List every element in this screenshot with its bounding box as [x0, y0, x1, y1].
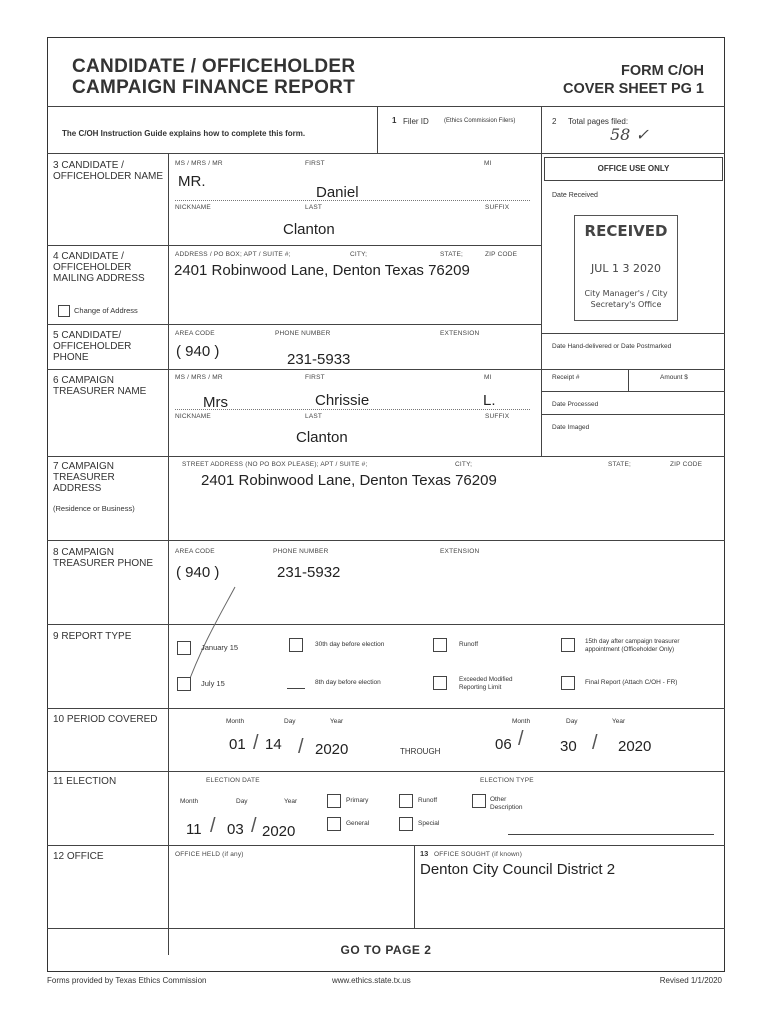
candidate-phone: 231-5933 [287, 351, 351, 368]
nickname-header: NICKNAME [175, 204, 211, 211]
divider [168, 153, 169, 955]
report-30th-day-checkbox[interactable] [289, 638, 303, 652]
divider [47, 324, 541, 325]
treasurer-zip-header: ZIP CODE [670, 461, 703, 468]
total-pages-label: Total pages filed: [568, 117, 629, 126]
divider [47, 153, 725, 154]
period-from-year: 2020 [315, 741, 349, 758]
treasurer-mi-header: MI [484, 374, 492, 381]
section-6-label [53, 375, 165, 397]
filer-id-note: (Ethics Commission Filers) [444, 118, 516, 124]
office-held-header: OFFICE HELD (if any) [175, 851, 244, 858]
election-special-label: Special [418, 820, 440, 827]
section-12-number: 12 [53, 851, 65, 862]
period-from-day: 14 [265, 736, 282, 753]
filer-id-label: Filer ID [403, 117, 429, 126]
date-separator: / [251, 815, 257, 837]
section-5-label [53, 330, 165, 363]
treasurer-prefix-header: MS / MRS / MR [175, 374, 223, 381]
section-4-label [53, 251, 165, 284]
section-3-number: 3 [53, 160, 59, 171]
suffix-header: SUFFIX [485, 204, 510, 211]
date-separator: / [210, 815, 216, 837]
divider [541, 414, 725, 415]
report-exceeded-limit-checkbox[interactable] [433, 676, 447, 690]
street-header: STREET ADDRESS (NO PO BOX PLEASE); APT / SUITE #; [182, 461, 368, 468]
date-separator: / [592, 732, 598, 754]
section-7-label [53, 461, 165, 494]
period-to-month: 06 [495, 736, 512, 753]
stamp-date: JUL 1 3 2020 [591, 262, 661, 275]
report-30th-day-label: 30th day before election [315, 641, 385, 648]
stamp-office-line1: City Manager's / City [584, 289, 668, 298]
mi-header: MI [484, 160, 492, 167]
date-received-label: Date Received [552, 192, 598, 199]
change-of-address-label: Change of Address [74, 306, 138, 315]
divider [628, 369, 629, 391]
report-runoff-label: Runoff [459, 641, 479, 648]
candidate-area-code: ( 940 ) [176, 343, 220, 360]
period-to-month-header: Month [512, 718, 531, 725]
stamp-received: RECEIVED [584, 222, 668, 240]
go-to-page-2: GO TO PAGE 2 [340, 943, 432, 957]
divider [47, 456, 725, 457]
candidate-last-name: Clanton [283, 221, 335, 238]
date-processed-label: Date Processed [552, 401, 599, 408]
report-january-15-checkbox[interactable] [177, 641, 191, 655]
area-code-header: AREA CODE [175, 330, 215, 337]
election-special-checkbox[interactable] [399, 817, 413, 831]
section-12-label [53, 851, 165, 862]
candidate-first-name: Daniel [316, 184, 359, 201]
election-general-checkbox[interactable] [327, 817, 341, 831]
treasurer-extension-header: EXTENSION [440, 548, 480, 555]
received-stamp [574, 215, 678, 321]
total-pages-handwritten: 58 ✓ [610, 125, 649, 144]
divider [377, 106, 378, 153]
report-january-15-label: January 15 [201, 643, 239, 652]
section-10-number: 10 [53, 714, 65, 725]
divider [47, 928, 725, 929]
treasurer-state-header: STATE; [608, 461, 631, 468]
prefix-header: MS / MRS / MR [175, 160, 223, 167]
divider [414, 845, 415, 928]
divider [541, 106, 542, 456]
period-from-year-header: Year [330, 718, 344, 725]
section-8-title: CAMPAIGN TREASURER PHONE [53, 547, 154, 569]
election-primary-label: Primary [346, 797, 369, 804]
divider [47, 624, 725, 625]
section-4-title: CANDIDATE / OFFICEHOLDER MAILING ADDRESS [53, 251, 145, 284]
report-8th-day-checkbox[interactable] [287, 688, 305, 689]
treasurer-suffix-header: SUFFIX [485, 413, 510, 420]
divider [47, 106, 725, 107]
treasurer-phone-header: PHONE NUMBER [273, 548, 329, 555]
period-from-month-header: Month [226, 718, 245, 725]
field-line [175, 409, 530, 410]
section-10-title: PERIOD COVERED [66, 714, 158, 725]
section-6-title: CAMPAIGN TREASURER NAME [53, 375, 147, 397]
election-other-label: Other [490, 796, 507, 803]
election-other-checkbox[interactable] [472, 794, 486, 808]
divider [47, 708, 725, 709]
section-3-label [53, 160, 165, 182]
treasurer-first-header: FIRST [305, 374, 325, 381]
report-july-15-checkbox[interactable] [177, 677, 191, 691]
extension-header: EXTENSION [440, 330, 480, 337]
election-description-label: Description [490, 804, 523, 811]
treasurer-first-name: Chrissie [315, 392, 370, 409]
date-imaged-label: Date Imaged [552, 424, 590, 431]
receipt-label: Receipt # [552, 374, 580, 381]
section-12-title: OFFICE [66, 851, 104, 862]
election-runoff-checkbox[interactable] [399, 794, 413, 808]
footer-revised: Revised 1/1/2020 [659, 976, 722, 985]
period-from-day-header: Day [284, 718, 296, 725]
divider [541, 391, 725, 392]
address-header: ADDRESS / PO BOX; APT / SUITE #; [175, 251, 291, 258]
divider [541, 369, 725, 370]
footer-url: www.ethics.state.tx.us [332, 976, 411, 985]
form-id-line1: FORM C/OH [621, 63, 704, 79]
election-day: 03 [227, 821, 244, 838]
treasurer-phone: 231-5932 [277, 564, 341, 581]
treasurer-area-code: ( 940 ) [176, 564, 220, 581]
election-general-label: General [346, 820, 370, 827]
section-7-number: 7 [53, 461, 59, 472]
stamp-office-line2: Secretary's Office [590, 300, 662, 309]
section-11-label [53, 776, 165, 787]
total-pages-number: 2 [552, 117, 557, 126]
divider [47, 845, 725, 846]
office-sought: Denton City Council District 2 [420, 861, 616, 878]
treasurer-middle-initial: L. [483, 392, 496, 409]
section-10-label [53, 714, 165, 725]
first-header: FIRST [305, 160, 325, 167]
filer-id-number: 1 [392, 116, 397, 125]
report-15th-day-label: 15th day after campaign treasurer appointment (Officeholder Only) [585, 638, 680, 653]
zip-header: ZIP CODE [485, 251, 518, 258]
hand-delivered-label: Date Hand-delivered or Date Postmarked [552, 343, 672, 350]
section-5-number: 5 [53, 330, 59, 341]
section-11-title: ELECTION [66, 776, 117, 787]
report-exceeded-limit-label: Exceeded Modified Reporting Limit [459, 676, 513, 691]
treasurer-nickname-header: NICKNAME [175, 413, 211, 420]
treasurer-city-header: CITY; [455, 461, 473, 468]
field-line [175, 200, 530, 201]
candidate-address: 2401 Robinwood Lane, Denton Texas 76209 [174, 262, 470, 279]
state-header: STATE; [440, 251, 463, 258]
report-8th-day-label: 8th day before election [315, 679, 381, 686]
divider [47, 771, 725, 772]
form-title-line2: CAMPAIGN FINANCE REPORT [72, 77, 356, 98]
election-day-header: Day [236, 798, 248, 805]
section-9-label [53, 631, 165, 642]
office-use-title: OFFICE USE ONLY [597, 164, 670, 173]
section-11-number: 11 [53, 776, 64, 787]
section-7-subtitle: (Residence or Business) [53, 504, 135, 513]
divider [541, 333, 725, 334]
section-7-title: CAMPAIGN TREASURER ADDRESS [53, 461, 115, 494]
footer-provided-by: Forms provided by Texas Ethics Commission [47, 976, 207, 985]
section-6-number: 6 [53, 375, 59, 386]
election-description-line[interactable] [508, 834, 714, 835]
phone-header: PHONE NUMBER [275, 330, 331, 337]
section-5-title: CANDIDATE/ OFFICEHOLDER PHONE [53, 330, 132, 363]
section-13-number: 13 [420, 849, 429, 858]
election-month: 11 [186, 821, 202, 838]
through-label: THROUGH [400, 747, 441, 756]
section-8-label [53, 547, 165, 569]
date-separator: / [253, 732, 259, 754]
date-separator: / [298, 736, 304, 758]
period-from-month: 01 [229, 736, 246, 753]
treasurer-last-header: LAST [305, 413, 323, 420]
divider [47, 369, 541, 370]
report-15th-day-checkbox[interactable] [561, 638, 575, 652]
election-month-header: Month [180, 798, 199, 805]
section-9-title: REPORT TYPE [61, 631, 132, 642]
candidate-prefix: MR. [178, 173, 206, 190]
period-to-day: 30 [560, 738, 577, 755]
election-type-header: ELECTION TYPE [480, 777, 534, 784]
report-runoff-checkbox[interactable] [433, 638, 447, 652]
last-header: LAST [305, 204, 323, 211]
treasurer-area-code-header: AREA CODE [175, 548, 215, 555]
amount-label: Amount $ [660, 374, 688, 381]
period-to-year: 2020 [618, 738, 652, 755]
period-to-year-header: Year [612, 718, 626, 725]
election-year-header: Year [284, 798, 298, 805]
report-final-checkbox[interactable] [561, 676, 575, 690]
election-year: 2020 [262, 823, 296, 840]
report-final-label: Final Report (Attach C/OH - FR) [585, 679, 678, 686]
form-id-line2: COVER SHEET PG 1 [562, 81, 704, 97]
instruction-note: The C/OH Instruction Guide explains how to complete this form. [62, 129, 306, 138]
section-4-number: 4 [53, 251, 59, 262]
section-8-number: 8 [53, 547, 59, 558]
election-primary-checkbox[interactable] [327, 794, 341, 808]
date-separator: / [518, 728, 524, 750]
period-to-day-header: Day [566, 718, 578, 725]
election-date-header: ELECTION DATE [206, 777, 260, 784]
divider [47, 540, 725, 541]
report-july-15-label: July 15 [201, 679, 225, 688]
office-sought-header: OFFICE SOUGHT (if known) [434, 851, 523, 858]
election-runoff-label: Runoff [418, 797, 438, 804]
section-9-number: 9 [53, 631, 59, 642]
city-header: CITY; [350, 251, 368, 258]
treasurer-prefix: Mrs [203, 394, 228, 411]
treasurer-address: 2401 Robinwood Lane, Denton Texas 76209 [201, 472, 497, 489]
change-of-address-checkbox[interactable] [58, 305, 70, 317]
divider [47, 245, 541, 246]
treasurer-last-name: Clanton [296, 429, 348, 446]
form-title-line1: CANDIDATE / OFFICEHOLDER [72, 56, 356, 77]
section-3-title: CANDIDATE / OFFICEHOLDER NAME [53, 160, 164, 182]
